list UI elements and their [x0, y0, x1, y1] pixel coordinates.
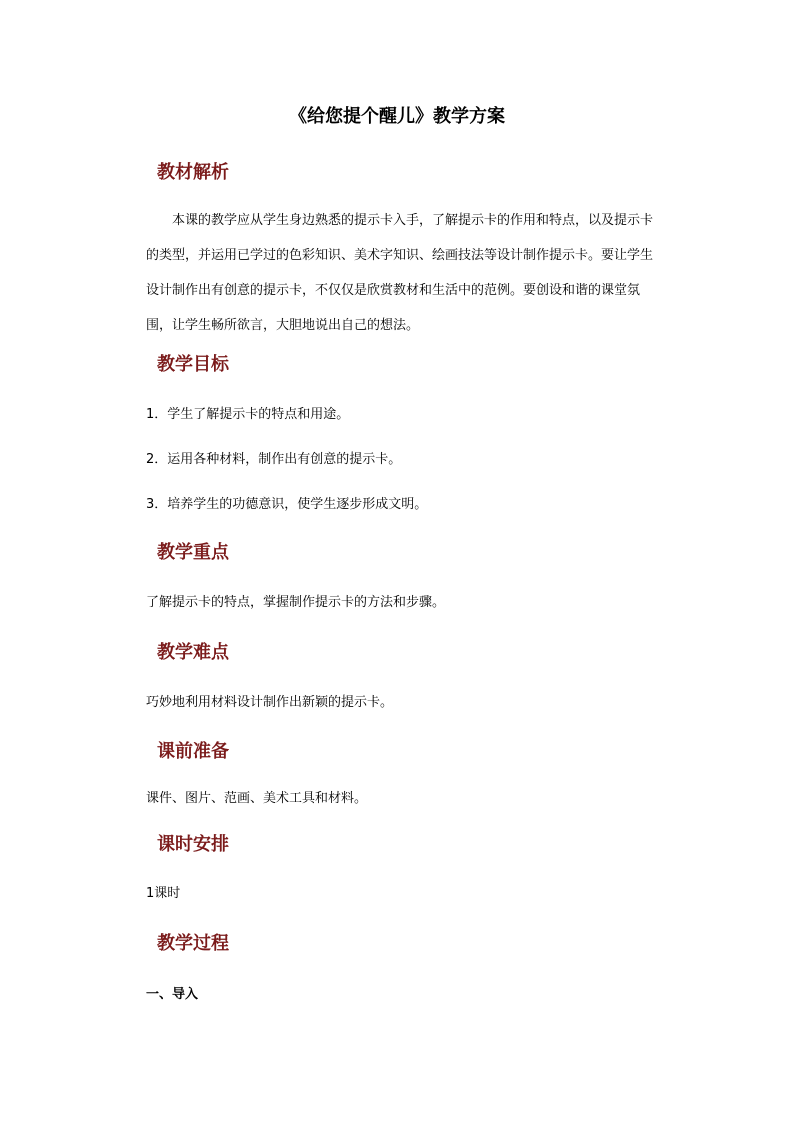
heading-process: 教学过程 — [157, 933, 229, 954]
difficulty-text: 巧妙地利用材料设计制作出新颖的提示卡。 — [146, 695, 394, 710]
goal-item-3: 3．培养学生的功德意识，使学生逐步形成文明。 — [146, 497, 428, 512]
process-step-1: 一、导入 — [146, 987, 199, 1002]
document-title: 《给您提个醒儿》教学方案 — [289, 106, 505, 127]
focus-text: 了解提示卡的特点，掌握制作提示卡的方法和步骤。 — [146, 595, 446, 610]
heading-difficulty: 教学难点 — [157, 642, 229, 663]
heading-preparation: 课前准备 — [157, 741, 229, 762]
preparation-text: 课件、图片、范画、美术工具和材料。 — [146, 791, 368, 806]
goal-item-2: 2．运用各种材料，制作出有创意的提示卡。 — [146, 452, 402, 467]
goal-item-1: 1．学生了解提示卡的特点和用途。 — [146, 407, 350, 422]
heading-focus: 教学重点 — [157, 542, 229, 563]
heading-analysis: 教材解析 — [157, 162, 229, 183]
schedule-text: 1课时 — [146, 886, 181, 901]
analysis-paragraph: 本课的教学应从学生身边熟悉的提示卡入手，了解提示卡的作用和特点，以及提示卡的类型，并运用已学过的色彩知识、美术字知识、绘画技法等设计制作提示卡。要让学生设计制作出有创意的提示卡，不仅仅是欣赏教材和生活中的范例。要创设和谐的课堂氛围，让学生畅所欲言，大胆地说出自己的想法。 — [146, 213, 654, 333]
heading-goals: 教学目标 — [157, 354, 229, 375]
heading-schedule: 课时安排 — [157, 834, 229, 855]
